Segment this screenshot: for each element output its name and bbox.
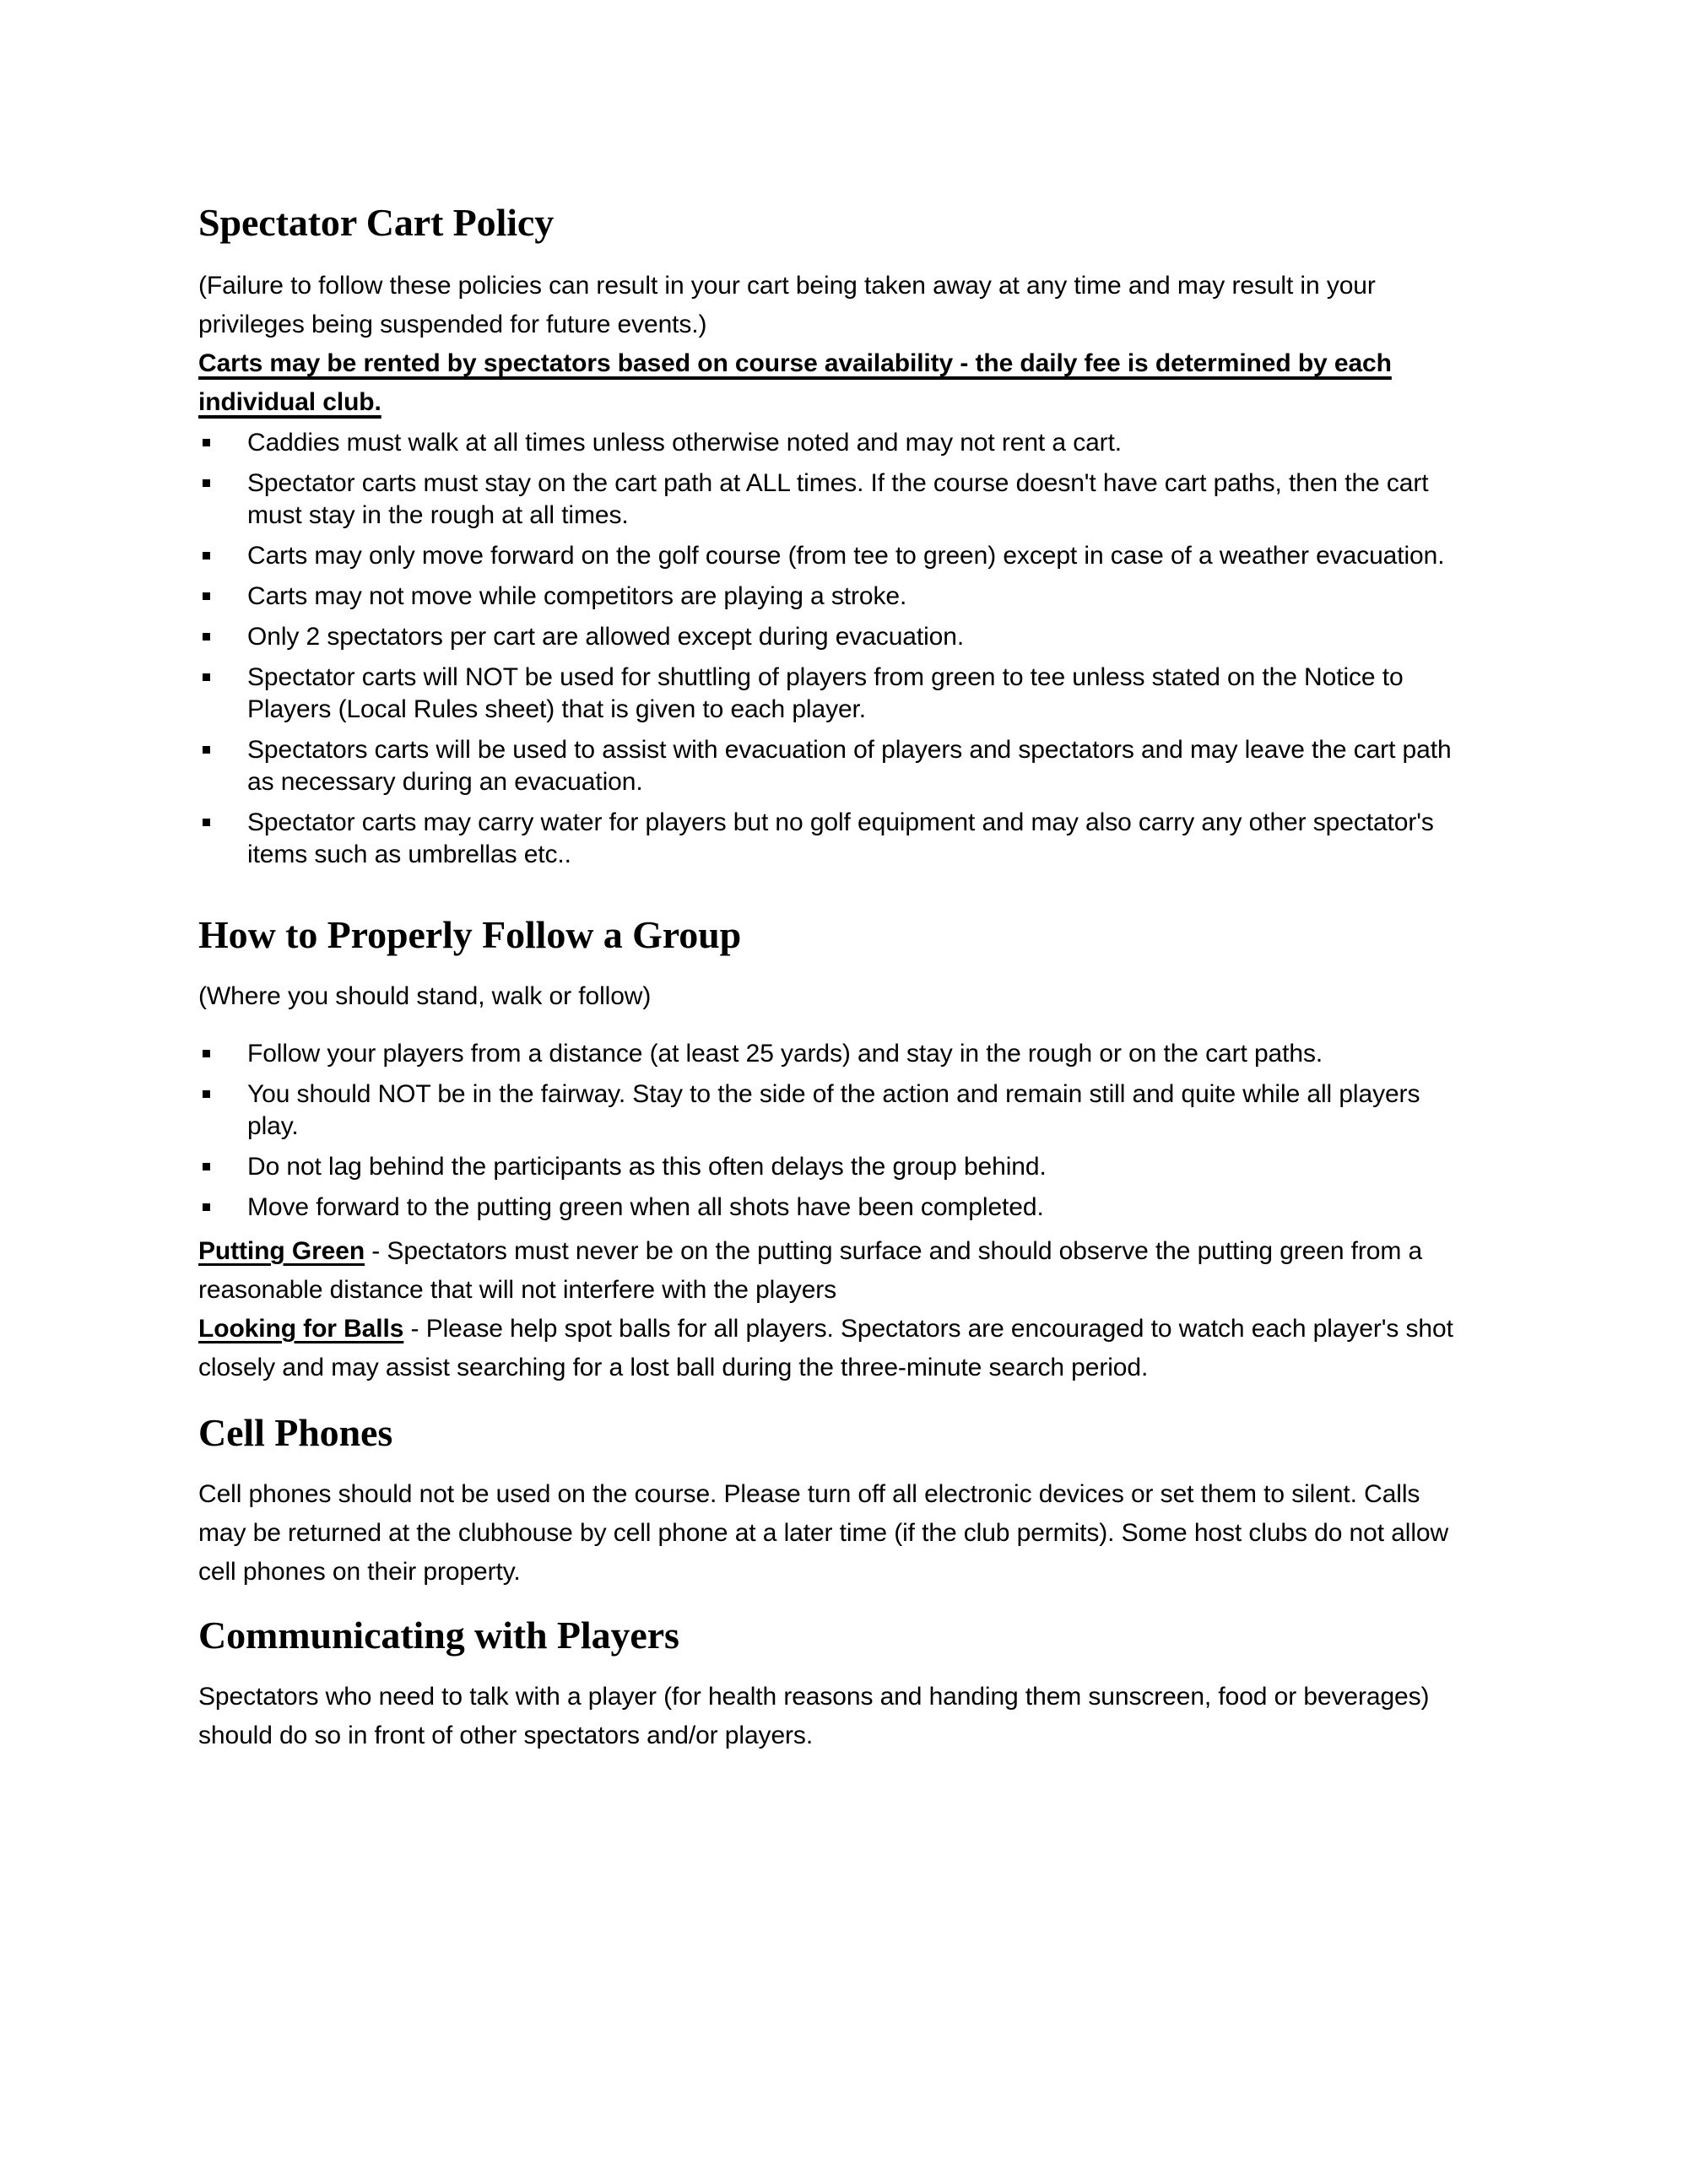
cart-policy-list [198,427,1464,871]
follow-group-list [198,1038,1464,1224]
list-item: Spectator carts will NOT be used for shuttling of players from green to tee unless stated on the Notice to Players (Local Rules sheet) that is given to each player. [198,662,1464,726]
putting-green-paragraph [198,1232,1464,1310]
communicating-paragraph: Spectators who need to talk with a player (for health reasons and handing them sunscreen, food or beverages) should do so in front of other spectators and/or players. [198,1683,1430,1749]
list-item: Do not lag behind the participants as this often delays the group behind. [198,1151,1464,1183]
list-item: Carts may not move while competitors are playing a stroke. [198,581,1464,613]
intro-paragraph: (Failure to follow these policies can result in your cart being taken away at any time and may result in your privileges being suspended for future events.) [198,272,1376,338]
cart-rental-policy-statement: Carts may be rented by spectators based on course availability - the daily fee is determined by each individual club. [198,349,1392,416]
section-heading-how-to-follow: How to Properly Follow a Group [198,913,742,956]
list-item: Spectator carts may carry water for players but no golf equipment and may also carry any other spectator's items such as umbrellas etc.. [198,807,1464,871]
list-item: Spectator carts must stay on the cart path at ALL times. If the course doesn't have cart paths, then the cart must stay in the rough at all times. [198,468,1464,532]
list-item: Caddies must walk at all times unless otherwise noted and may not rent a cart. [198,427,1464,459]
cell-phones-paragraph: Cell phones should not be used on the course. Please turn off all electronic devices or set them to silent. Calls may be returned at the clubhouse by cell phone at a later time (if the club permits). Some host clubs do not allow cell phones on their property. [198,1480,1449,1586]
putting-green-separator: - [365,1237,387,1265]
putting-green-text: Spectators must never be on the putting surface and should observe the putting green from a reasonable distance that will not interfere with the players [198,1237,1423,1304]
list-item: Only 2 spectators per cart are allowed except during evacuation. [198,621,1464,653]
looking-for-balls-text: Please help spot balls for all players. Spectators are encouraged to watch each player's shot closely and may assist searching for a lost ball during the three-minute search period. [198,1315,1453,1381]
looking-for-balls-label: Looking for Balls [198,1315,404,1343]
looking-for-balls-separator: - [403,1315,426,1343]
list-item: Move forward to the putting green when all shots have been completed. [198,1192,1464,1224]
follow-subtitle: (Where you should stand, walk or follow) [198,982,652,1010]
list-item: Carts may only move forward on the golf course (from tee to green) except in case of a weather evacuation. [198,540,1464,572]
section-heading-communicating: Communicating with Players [198,1614,679,1657]
putting-green-label: Putting Green [198,1237,365,1265]
section-heading-cell-phones: Cell Phones [198,1411,393,1454]
section-heading-spectator-cart-policy: Spectator Cart Policy [198,201,555,244]
list-item: Spectators carts will be used to assist with evacuation of players and spectators and may leave the cart path as necessary during an evacuation. [198,734,1464,798]
list-item: You should NOT be in the fairway. Stay to the side of the action and remain still and quite while all players play. [198,1078,1464,1143]
list-item: Follow your players from a distance (at least 25 yards) and stay in the rough or on the cart paths. [198,1038,1464,1070]
looking-for-balls-paragraph [198,1310,1464,1387]
